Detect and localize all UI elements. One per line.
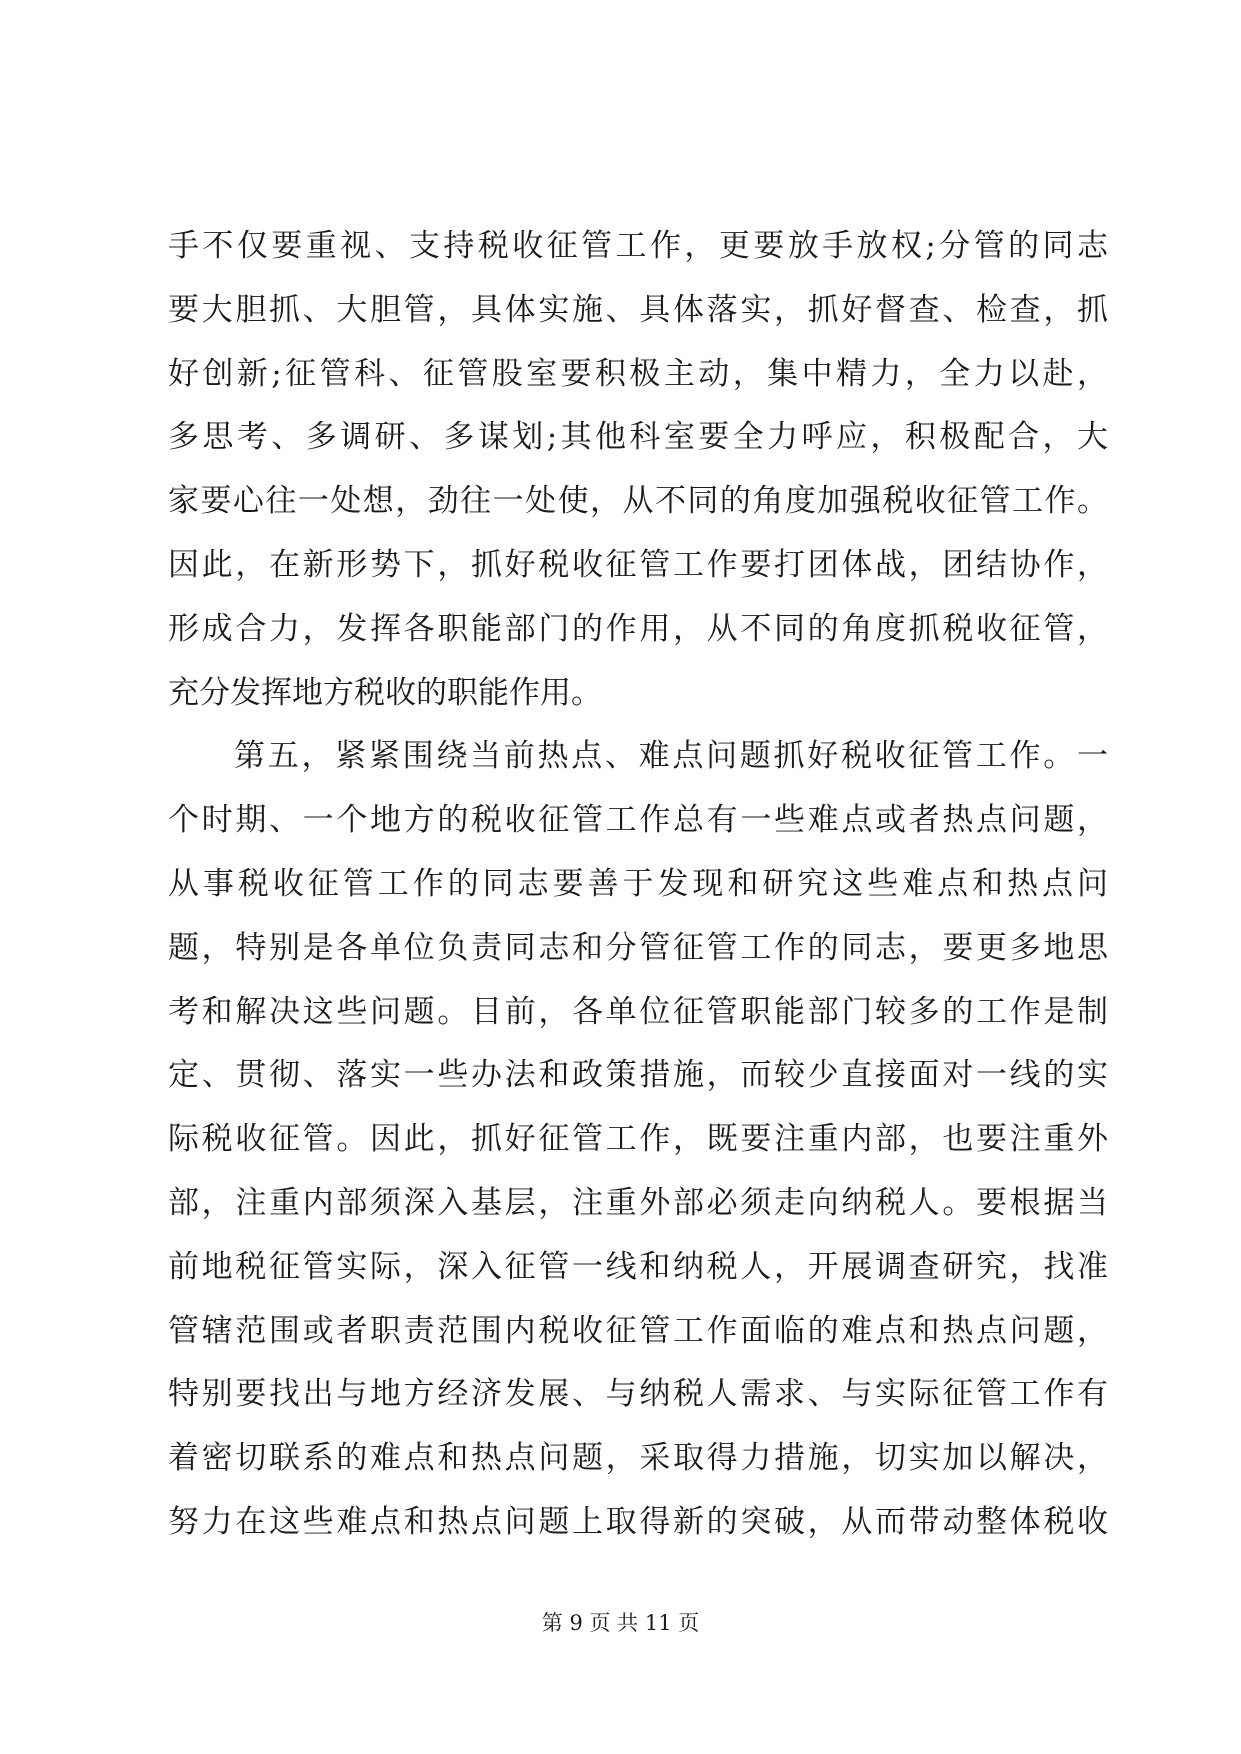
text-line-content: 好创新;征管科、征管股室要积极主动，集中精力，全力以赴， (168, 355, 1108, 392)
text-line (168, 1055, 1108, 1119)
text-line (168, 417, 1108, 481)
text-line-content: 部，注重内部须深入基层，注重外部必须走向纳税人。要根据当 (168, 1184, 1108, 1221)
text-line-content: 考和解决这些问题。目前，各单位征管职能部门较多的工作是制 (168, 993, 1108, 1030)
text-line (168, 1502, 1108, 1566)
text-line-content: 努力在这些难点和热点问题上取得新的突破，从而带动整体税收 (168, 1503, 1108, 1540)
text-line (168, 1374, 1108, 1438)
text-line-content: 家要心往一处想，劲往一处使，从不同的角度加强税收征管工作。 (168, 483, 1108, 520)
text-line (168, 290, 1108, 354)
document-body (168, 226, 1108, 1566)
text-line-content: 管辖范围或者职责范围内税收征管工作面临的难点和热点问题， (168, 1312, 1108, 1349)
text-line-content: 充分发挥地方税收的职能作用。 (168, 674, 602, 711)
text-line (168, 1311, 1108, 1375)
text-line-content: 因此，在新形势下，抓好税收征管工作要打团体战，团结协作， (168, 546, 1108, 583)
text-line-content: 形成合力，发挥各职能部门的作用，从不同的角度抓税收征管， (168, 610, 1108, 647)
text-line-content: 要大胆抓、大胆管，具体实施、具体落实，抓好督查、检查，抓 (168, 291, 1108, 328)
text-line (168, 1247, 1108, 1311)
page-number-footer: 第 9 页 共 11 页 (541, 1611, 700, 1635)
text-line-content: 定、贯彻、落实一些办法和政策措施，而较少直接面对一线的实 (168, 1057, 1108, 1094)
text-line-content: 特别要找出与地方经济发展、与纳税人需求、与实际征管工作有 (168, 1376, 1108, 1413)
text-line (168, 1438, 1108, 1502)
text-line (168, 609, 1108, 673)
text-line (168, 864, 1108, 928)
text-line-content: 着密切联系的难点和热点问题，采取得力措施，切实加以解决， (168, 1440, 1108, 1477)
text-line (168, 992, 1108, 1056)
text-line (168, 226, 1108, 290)
text-line (168, 481, 1108, 545)
text-line (168, 1119, 1108, 1183)
text-line-content: 从事税收征管工作的同志要善于发现和研究这些难点和热点问 (168, 865, 1108, 902)
text-line-content: 题，特别是各单位负责同志和分管征管工作的同志，要更多地思 (168, 929, 1108, 966)
text-line-content: 手不仅要重视、支持税收征管工作，更要放手放权;分管的同志 (168, 228, 1108, 264)
paragraph-first-line (168, 736, 1108, 800)
text-line (168, 673, 1108, 737)
text-line-content: 际税收征管。因此，抓好征管工作，既要注重内部，也要注重外 (168, 1121, 1108, 1158)
text-line-content: 前地税征管实际，深入征管一线和纳税人，开展调查研究，找准 (168, 1248, 1108, 1285)
text-line (168, 545, 1108, 609)
text-line-content: 多思考、多调研、多谋划;其他科室要全力呼应，积极配合，大 (168, 419, 1108, 456)
text-line-content: 第五，紧紧围绕当前热点、难点问题抓好税收征管工作。一 (234, 738, 1108, 775)
text-line (168, 928, 1108, 992)
text-line (168, 800, 1108, 864)
text-line (168, 354, 1108, 418)
text-line (168, 1183, 1108, 1247)
text-line-content: 个时期、一个地方的税收征管工作总有一些难点或者热点问题， (168, 802, 1108, 839)
